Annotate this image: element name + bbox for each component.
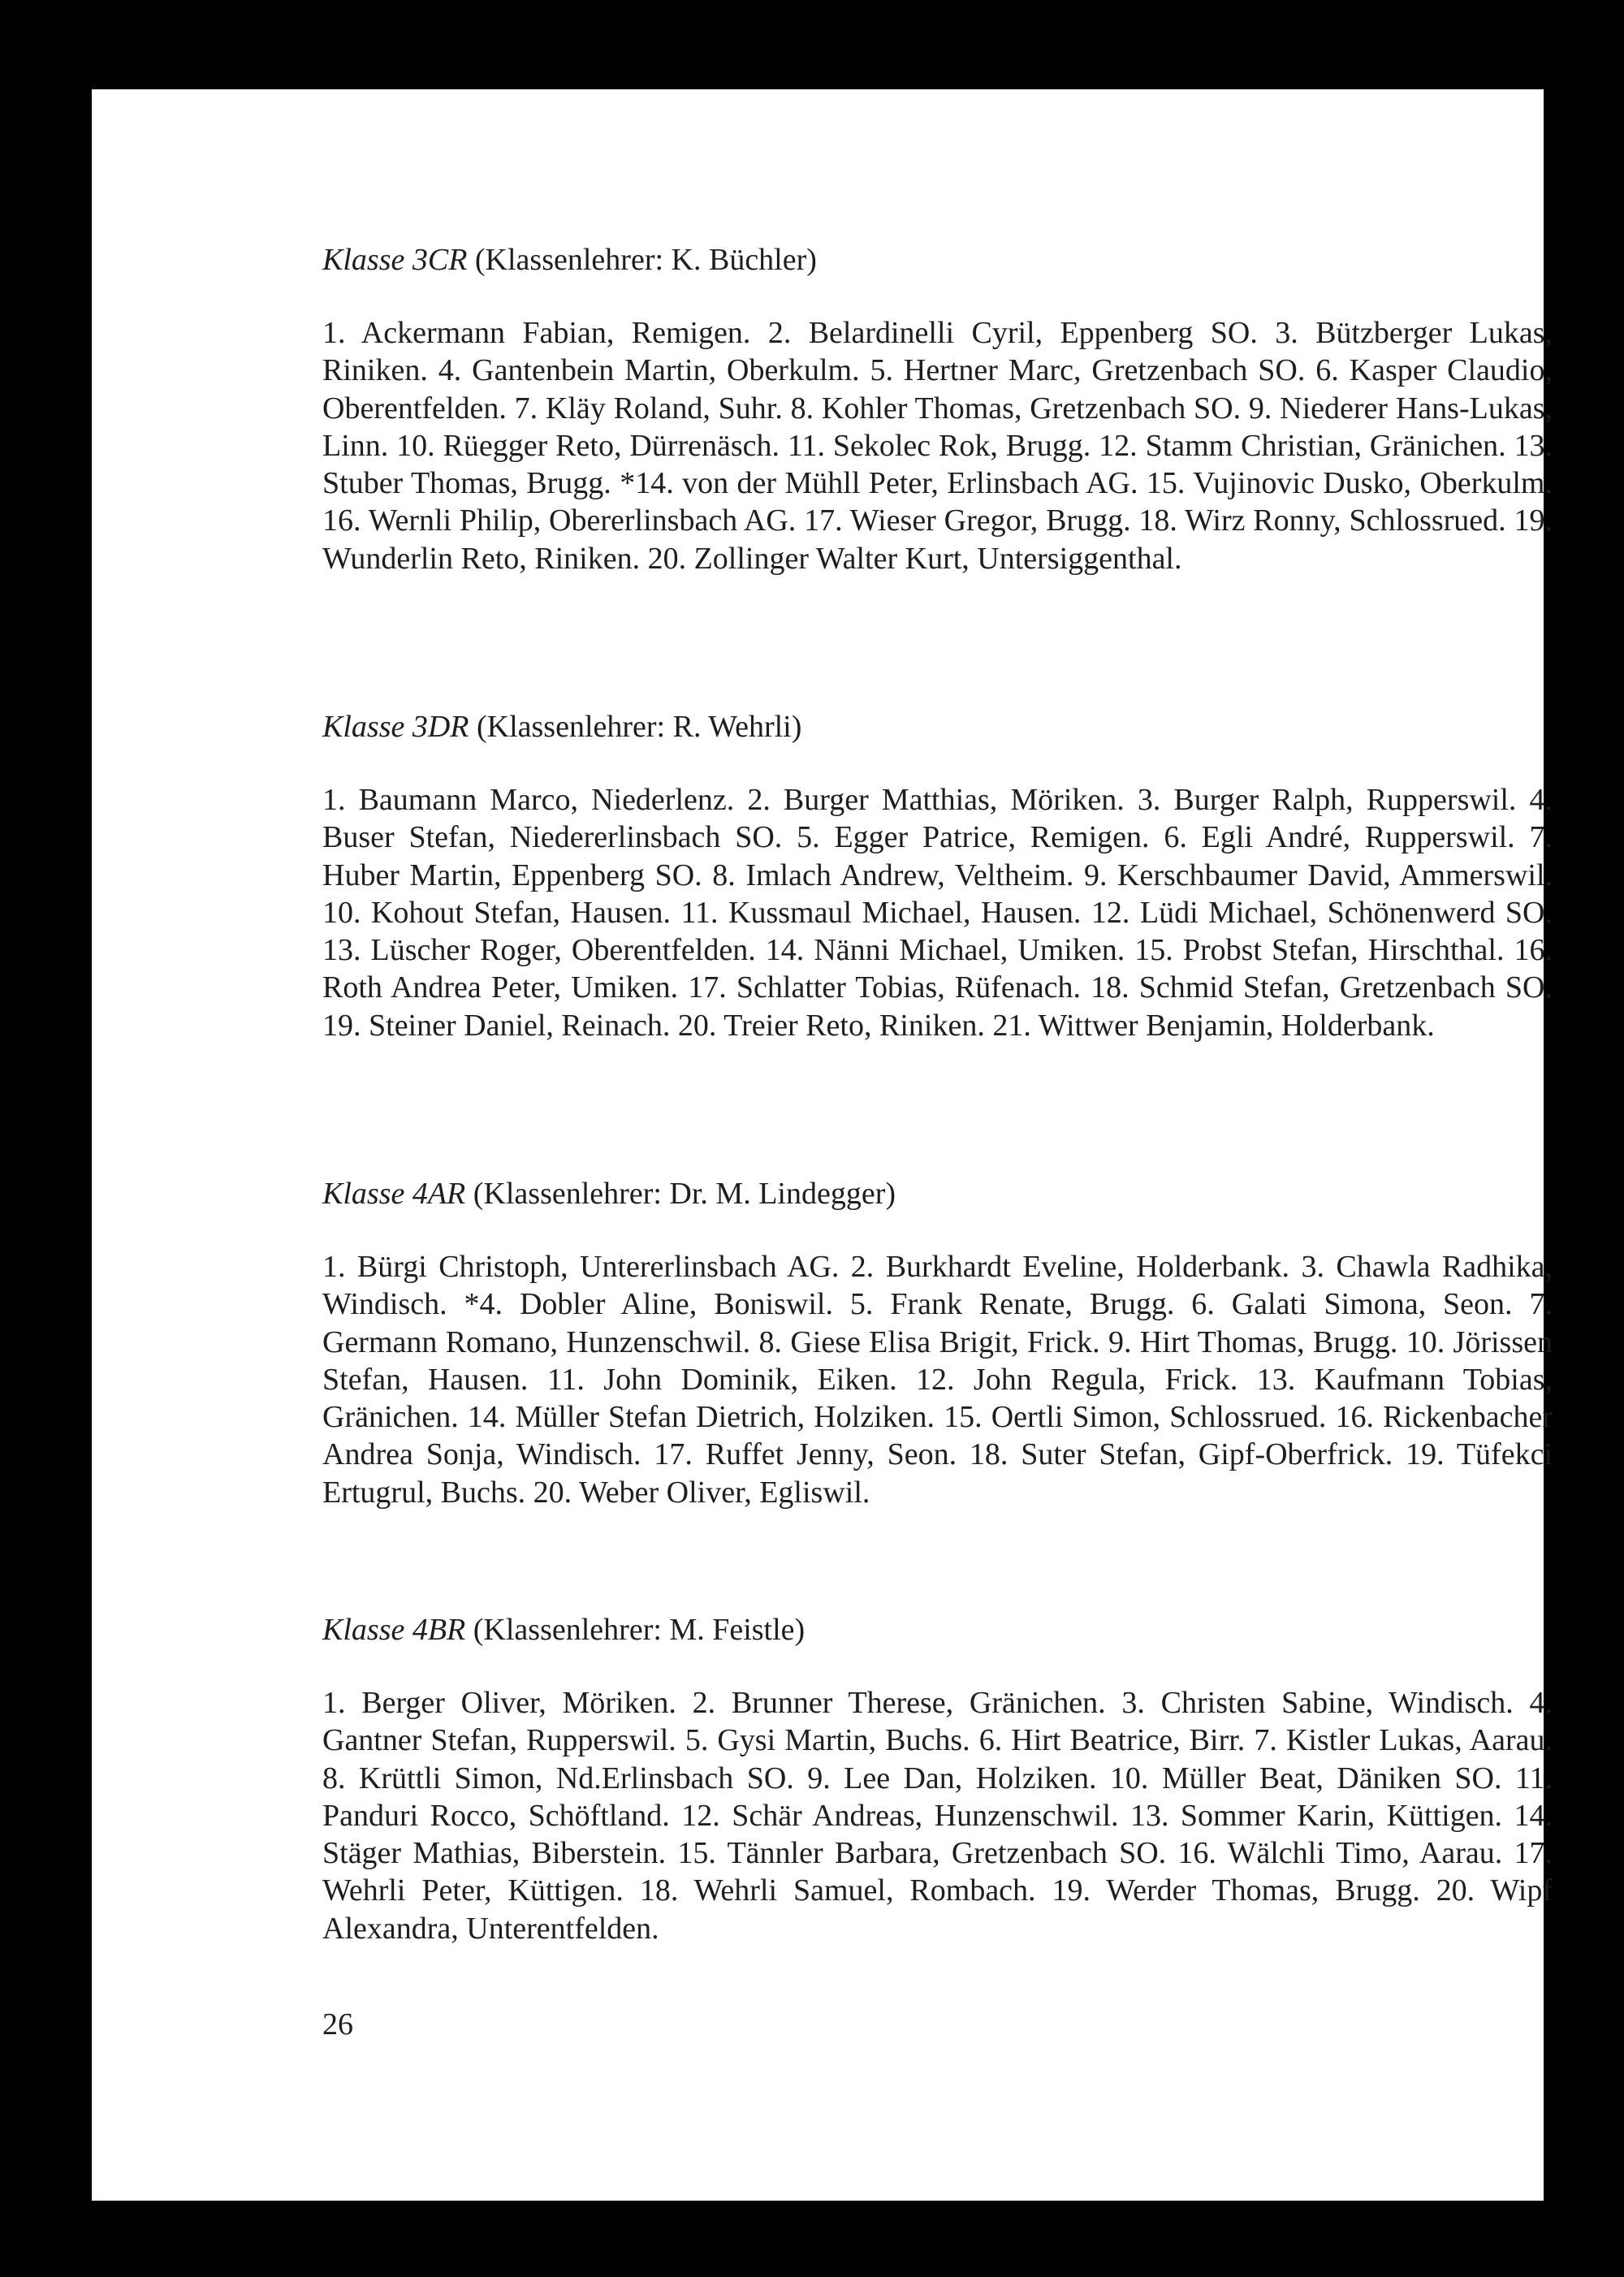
class-teacher: (Klassenlehrer: Dr. M. Lindegger) [473,1177,896,1211]
section-heading [322,240,1553,279]
section-heading [322,1174,1553,1213]
class-name: Klasse 3CR [322,243,468,277]
class-name: Klasse 4AR [322,1177,466,1211]
student-list: 1. Ackermann Fabian, Remigen. 2. Belardinelli Cyril, Eppenberg SO. 3. Bützberger Lukas, Riniken. 4. Gantenbein Martin, Oberkulm. 5. Hertner Marc, Gretzenbach SO. 6. Kasper Claudio, Oberentfelden. 7. Kläy Roland, Suhr. 8. Kohler Thomas, Gretzenbach SO. 9. Niederer Hans-Lukas, Linn. 10. Rüegger Reto, Dürrenäsch. 11. Sekolec Rok, Brugg. 12. Stamm Christian, Gränichen. 13. Stuber Thomas, Brugg. *14. von der Mühll Peter, Erlinsbach AG. 15. Vujinovic Dusko, Oberkulm. 16. Wernli Philip, Obererlinsbach AG. 17. Wieser Gregor, Brugg. 18. Wirz Ronny, Schlossrued. 19. Wunderlin Reto, Riniken. 20. Zollinger Walter Kurt, Untersiggenthal. [322,316,1553,576]
class-section-3dr [322,707,1553,1044]
class-teacher: (Klassenlehrer: R. Wehrli) [477,710,802,744]
class-section-4br [322,1610,1553,1947]
student-list: 1. Baumann Marco, Niederlenz. 2. Burger Matthias, Möriken. 3. Burger Ralph, Rupperswil. 4. Buser Stefan, Niedererlinsbach SO. 5. Egger Patrice, Remigen. 6. Egli André, Rupperswil. 7. Huber Martin, Eppenberg SO. 8. Imlach Andrew, Veltheim. 9. Kerschbaumer David, Ammerswil. 10. Kohout Stefan, Hausen. 11. Kussmaul Michael, Hausen. 12. Lüdi Michael, Schönenwerd SO. 13. Lüscher Roger, Oberentfelden. 14. Nänni Michael, Umiken. 15. Probst Stefan, Hirschthal. 16. Roth Andrea Peter, Umiken. 17. Schlatter Tobias, Rüfenach. 18. Schmid Stefan, Gretzenbach SO. 19. Steiner Daniel, Reinach. 20. Treier Reto, Riniken. 21. Wittwer Benjamin, Holderbank. [322,783,1553,1043]
student-list: 1. Berger Oliver, Möriken. 2. Brunner Therese, Gränichen. 3. Christen Sabine, Windisch. 4. Gantner Stefan, Rupperswil. 5. Gysi Martin, Buchs. 6. Hirt Beatrice, Birr. 7. Kistler Lukas, Aarau. 8. Krüttli Simon, Nd.Erlinsbach SO. 9. Lee Dan, Holziken. 10. Müller Beat, Däniken SO. 11. Panduri Rocco, Schöftland. 12. Schär Andreas, Hunzenschwil. 13. Sommer Karin, Küttigen. 14. Stäger Mathias, Biberstein. 15. Tännler Barbara, Gretzenbach SO. 16. Wälchli Timo, Aarau. 17. Wehrli Peter, Küttigen. 18. Wehrli Samuel, Rombach. 19. Werder Thomas, Brugg. 20. Wipf Alexandra, Unterentfelden. [322,1686,1553,1946]
class-section-3cr [322,240,1553,577]
document-page [92,89,1553,2201]
section-heading [322,1610,1553,1649]
section-heading [322,707,1553,746]
class-teacher: (Klassenlehrer: M. Feistle) [473,1613,806,1647]
class-name: Klasse 4BR [322,1613,466,1647]
class-section-4ar [322,1174,1553,1511]
class-name: Klasse 3DR [322,710,469,744]
student-list: 1. Bürgi Christoph, Untererlinsbach AG. 2. Burkhardt Eveline, Holderbank. 3. Chawla Radhika, Windisch. *4. Dobler Aline, Boniswil. 5. Frank Renate, Brugg. 6. Galati Simona, Seon. 7. Germann Romano, Hunzenschwil. 8. Giese Elisa Brigit, Frick. 9. Hirt Thomas, Brugg. 10. Jörissen Stefan, Hausen. 11. John Dominik, Eiken. 12. John Regula, Frick. 13. Kaufmann Tobias, Gränichen. 14. Müller Stefan Dietrich, Holziken. 15. Oertli Simon, Schlossrued. 16. Rickenbacher Andrea Sonja, Windisch. 17. Ruffet Jenny, Seon. 18. Suter Stefan, Gipf-Oberfrick. 19. Tüfekci Ertugrul, Buchs. 20. Weber Oliver, Egliswil. [322,1250,1553,1510]
class-teacher: (Klassenlehrer: K. Büchler) [474,243,817,277]
page-number: 26 [322,2007,353,2042]
